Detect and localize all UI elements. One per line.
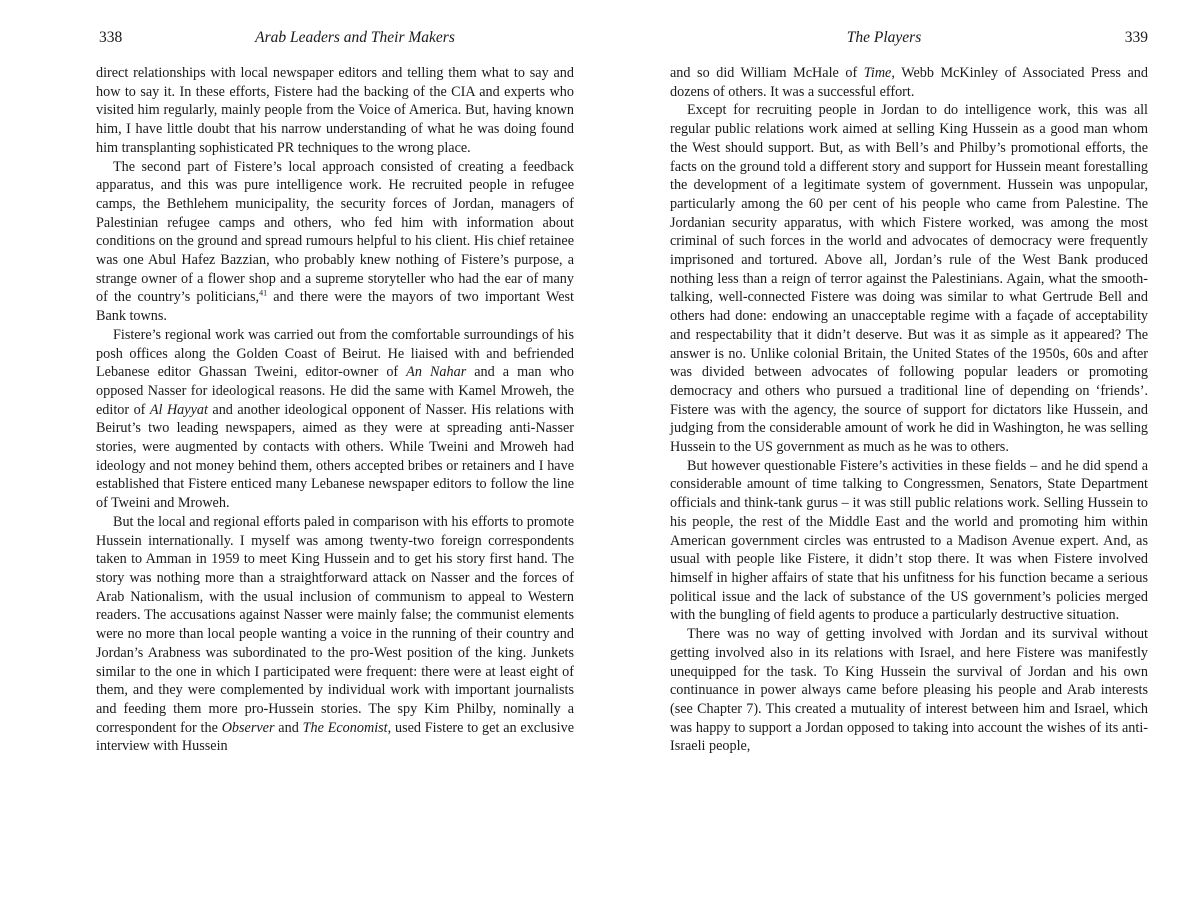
paragraph [670,101,1148,456]
left-page-number: 338 [99,29,123,46]
left-page [96,0,574,756]
right-page [670,0,1148,756]
paragraph-text: direct relationships with local newspaper editors and telling them what to say and how to say it. In these efforts, Fistere had the backing of the CIA and experts who visited him regularly, mainly people from the Voice of America. But, having known him, I have little doubt that his narrow understanding of what he was doing found him transplanting sophisticated PR techniques to the wrong place. [96,65,574,156]
paragraph-text: The second part of Fistere’s local approach consisted of creating a feedback apparatus, and this was pure intelligence work. He recruited people in refugee camps, the Bethlehem municipality, the security forces of Jordan, managers of Palestinian refugee camps and others, who fed him with information about conditions on the ground and spread rumours helpful to his client. His chief retainee was one Abul Hafez Bazzian, who probably knew nothing of Fistere’s purpose, a strange owner of a flower shop and a supreme storyteller who had the ear of many of the country’s politicians, [96,158,574,306]
publication-title: The Economist [302,719,388,736]
left-page-header [96,29,574,55]
footnote-marker: 41 [259,288,268,298]
paragraph [96,158,574,326]
paragraph [96,326,574,513]
paragraph [96,513,574,756]
paragraph-text: and a man who opposed Nasser for ideological reasons. He did the same with Kamel Mroweh, the editor of [96,364,574,418]
paragraph-text: But however questionable Fistere’s activities in these fields – and he did spend a considerable amount of time talking to Congressmen, Senators, State Department officials and think-tank gurus – it was still public relations work. Selling Hussein to his people, the rest of the Middle East and the world and promoting him within American government circles was entrusted to a Madison Avenue expert. And, as usual with people like Fistere, it didn’t stop there. It was when Fistere involved himself in higher affairs of state that his unfitness for his function became a serious political issue and the lack of substance of the US government’s policies merged with the bungling of field agents to produce a particularly destructive situation. [670,457,1148,624]
paragraph [96,64,574,158]
left-page-body [96,64,574,756]
paragraph-text: and [274,719,303,736]
newspaper-title: Al Hayyat [149,401,208,418]
right-page-body [670,64,1148,756]
paragraph [670,625,1148,756]
paragraph-text: and another ideological opponent of Nasser. His relations with Beirut’s two leading newspapers, aimed as they were at spreading anti-Nasser stories, were augmented by contacts with others. While Tweini and Mroweh had ideology and not money behind them, others accepted bribes or retainers and I have established that Fistere enticed many Lebanese newspaper editors to follow the line of Tweini and Mroweh. [96,401,574,512]
paragraph [670,64,1148,101]
paragraph-text: and so did William McHale of [670,65,864,81]
paragraph-text: and there were the mayors of two important West Bank towns. [96,289,574,325]
paragraph [670,457,1148,625]
paragraph-text: But the local and regional efforts paled in comparison with his efforts to promote Hussein internationally. I myself was among twenty-two foreign correspondents taken to Amman in 1959 to meet King Hussein and to get his story first hand. The story was nothing more than a straightforward attack on Nasser and the forces of Arab Nationalism, with the usual inclusion of communism to appeal to Western readers. The accusations against Nasser were mainly false; the communist elements were no more than local people wanting a voice in the running of their country and Jordan’s Arabness was subordinated to the pro-West position of the king. Junkets similar to the one in which I participated were frequent: there were at least eight of them, and they were complemented by individual work with important journalists and feeding them more pro-Hussein stories. The spy Kim Philby, nominally a correspondent for the [96,513,574,736]
paragraph-text: Fistere’s regional work was carried out from the comfortable surroundings of his posh offices along the Golden Coast of Beirut. He liaised with and befriended Lebanese editor Ghassan Tweini, editor-owner of [96,326,574,381]
right-page-number: 339 [1124,29,1148,46]
right-page-header [670,29,1148,55]
paragraph-text: , Webb McKinley of Associated Press and dozens of others. It was a successful effort. [670,65,1148,100]
right-running-title: The Players [846,29,922,46]
paragraph-text: , used Fistere to get an exclusive interview with Hussein [96,719,574,755]
paragraph-text: There was no way of getting involved with Jordan and its survival without getting involved also in its relations with Israel, and here Fistere was manifestly unequipped for the task. To King Hussein the survival of Jordan and his own continuance in power always came before pleasing his people and Arab interests (see Chapter 7). This created a mutuality of interest between him and Israel, which was happy to support a Jordan opposed to taking into account the wishes of its anti-Israeli people, [670,626,1148,755]
left-running-title: Arab Leaders and Their Makers [255,29,455,46]
publication-title: Observer [221,719,275,736]
publication-title: Time [863,65,892,81]
paragraph-text: Except for recruiting people in Jordan to do intelligence work, this was all regular public relations work aimed at selling King Hussein as a good man whom the West should support. But, as with Bell’s and Philby’s promotional efforts, the facts on the ground told a different story and support for Hussein meant forestalling the development of a legitimate system of government. Hussein was unpopular, particularly among the 60 per cent of his people who came from Palestine. The Jordanian security apparatus, with which Fistere worked, was among the most criminal of such forces in the world and advocates of democracy were frequently imprisoned and tortured. Above all, Jordan’s rule of the West Bank produced nothing less than a reign of terror against the Palestinians. Again, what the smooth-talking, well-connected Fistere was doing was similar to what Gertrude Bell and others had done: endowing an unacceptable regime with a façade of acceptability and respectability that it didn’t deserve. But was it as simple as it appeared? The answer is no. Unlike colonial Britain, the United States of the 1950s, 60s and after was divided between advocates of following popular leaders or promoting democracy and others who pursued a traditional line of depending on ‘friends’. Fistere was with the agency, the source of support for dictators like Hussein, and judging from the considerable amount of work he did in Washington, he was selling Hussein to the US government as much as he was to others. [670,102,1148,456]
newspaper-title: An Nahar [406,364,467,381]
